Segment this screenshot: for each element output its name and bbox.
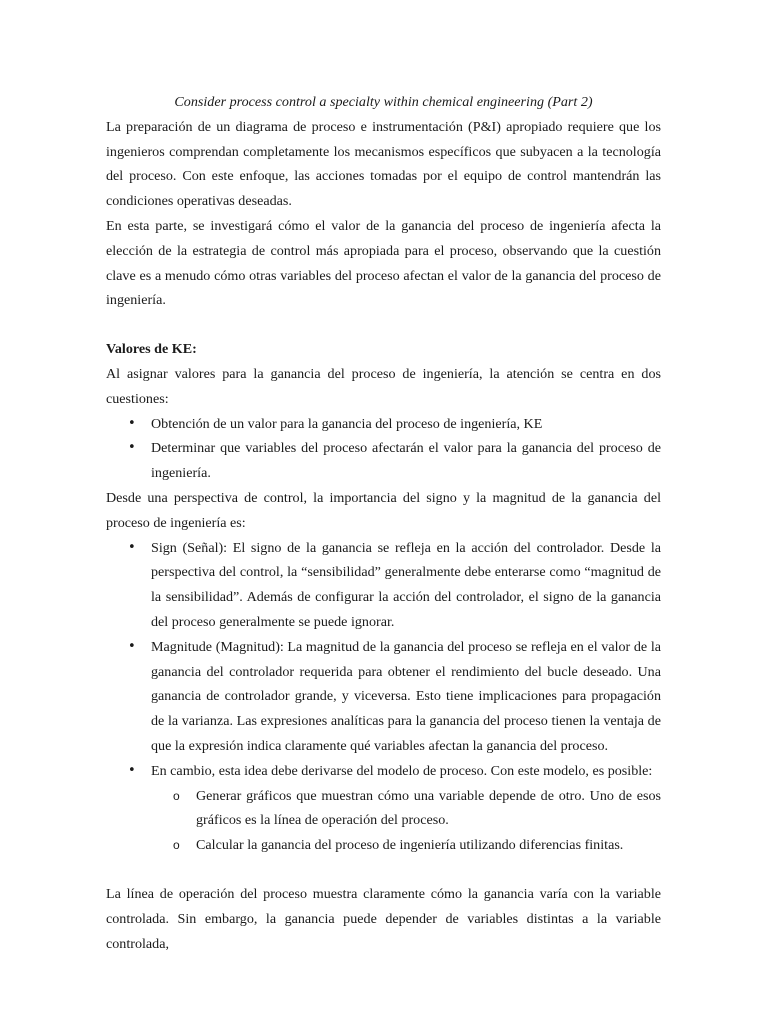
- list-item: • Sign (Señal): El signo de la ganancia se refleja en la acción del controlador. Desde la perspectiva del control, la “sensibilidad” generalmente debe enterarse como “magnitud de la sensibilidad”. Además de configurar la acción del controlador, el signo de la ganancia del proceso generalmente se puede ignorar.: [106, 536, 661, 635]
- list-item: • Magnitude (Magnitud): La magnitud de la ganancia del proceso se refleja en el valor de la ganancia del controlador requerida para obtener el rendimiento del bucle deseado. Una ganancia de controlador grande, y viceversa. Esto tiene implicaciones para propagación de la varianza. Las expresiones analíticas para la ganancia del proceso tienen la ventaja de que la expresión indica claramente qué variables afectan la ganancia del proceso.: [106, 635, 661, 759]
- sub-bullet-list: [151, 784, 661, 858]
- sub-list-item: o Generar gráficos que muestran cómo una variable depende de otro. Uno de esos gráficos es la línea de operación del proceso.: [106, 784, 661, 834]
- section-heading: Valores de KE:: [106, 341, 197, 358]
- list-item: • Determinar que variables del proceso afectarán el valor para la ganancia del proceso de ingeniería.: [106, 436, 661, 486]
- document-body: [106, 90, 661, 956]
- bullet-list-2: [106, 536, 661, 858]
- control-intro: Desde una perspectiva de control, la importancia del signo y la magnitud de la ganancia del proceso de ingeniería es:: [106, 489, 661, 531]
- list-item: • Obtención de un valor para la ganancia del proceso de ingeniería, KE: [106, 412, 661, 437]
- section-intro: Al asignar valores para la ganancia del proceso de ingeniería, la atención se centra en dos cuestiones:: [106, 365, 661, 407]
- list-item-with-sublist: [106, 759, 661, 858]
- document-title: Consider process control a specialty within chemical engineering (Part 2): [174, 94, 593, 110]
- intro-paragraph-1: La preparación de un diagrama de proceso e instrumentación (P&I) apropiado requiere que los ingenieros comprendan completamente los mecanismos específicos que subyacen a la tecnología del proceso. Con este enfoque, las acciones tomadas por el equipo de control mantendrán las condiciones operativas deseadas.: [106, 118, 661, 210]
- sub-list-item: o Calcular la ganancia del proceso de ingeniería utilizando diferencias finitas.: [106, 833, 661, 858]
- list-item-text: En cambio, esta idea debe derivarse del modelo de proceso. Con este modelo, es posible:: [151, 762, 653, 779]
- closing-paragraph: La línea de operación del proceso muestra claramente cómo la ganancia varía con la variable controlada. Sin embargo, la ganancia puede depender de variables distintas a la variable controlada,: [106, 885, 661, 952]
- bullet-list-1: [106, 412, 661, 486]
- intro-paragraph-2: En esta parte, se investigará cómo el valor de la ganancia del proceso de ingeniería afecta la elección de la estrategia de control más apropiada para el proceso, observando que la cuestión clave es a menudo cómo otras variables del proceso afectan el valor de la ganancia del proceso de ingeniería.: [106, 217, 661, 309]
